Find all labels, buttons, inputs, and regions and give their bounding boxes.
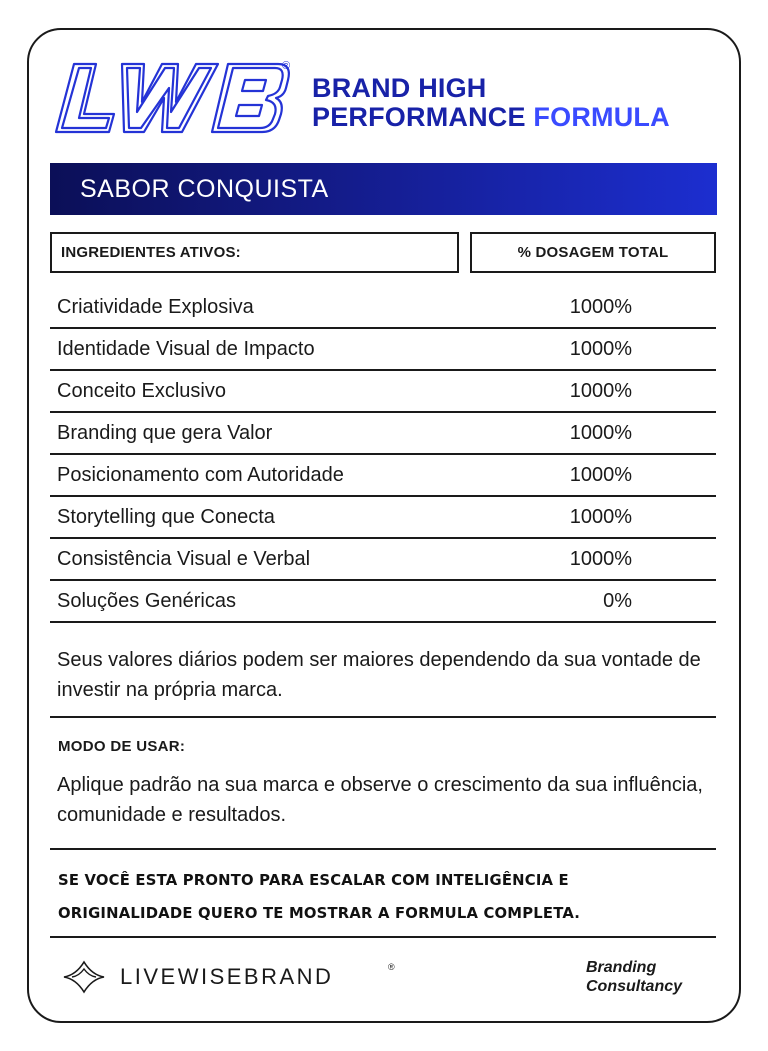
ingredient-value: 1000% <box>569 296 632 318</box>
divider <box>50 848 716 850</box>
table-row <box>50 497 716 539</box>
lwb-logo <box>52 52 292 142</box>
brand-title <box>312 74 670 132</box>
ingredient-name: Branding que gera Valor <box>57 422 273 444</box>
dosage-header: % DOSAGEM TOTAL <box>470 232 716 273</box>
footer-tagline-1: Branding <box>586 959 657 976</box>
footer-tagline <box>586 958 682 996</box>
registered-mark-icon: ® <box>388 962 395 972</box>
table-row <box>50 581 716 623</box>
cta-line-1: SE VOCÊ ESTA PRONTO PARA ESCALAR COM INTELIGÊNCIA E <box>58 872 569 889</box>
cta-line-2: ORIGINALIDADE QUERO TE MOSTRAR A FORMULA COMPLETA. <box>58 905 581 922</box>
ingredient-name: Storytelling que Conecta <box>57 506 275 528</box>
ingredient-value: 1000% <box>569 548 632 570</box>
brand-title-line2-a: PERFORMANCE <box>312 102 526 132</box>
table-row <box>50 329 716 371</box>
divider <box>50 936 716 938</box>
flavor-banner <box>50 163 717 215</box>
ingredient-value: 1000% <box>569 338 632 360</box>
registered-mark-icon: ® <box>282 60 291 72</box>
brand-title-line2-b: FORMULA <box>533 102 670 132</box>
usage-title: MODO DE USAR: <box>58 738 186 755</box>
table-row <box>50 455 716 497</box>
ingredient-name: Criatividade Explosiva <box>57 296 254 318</box>
footer-brand-name: LIVEWISEBRAND <box>120 964 334 989</box>
ingredient-value: 1000% <box>569 422 632 444</box>
divider <box>50 716 716 718</box>
ingredient-name: Soluções Genéricas <box>57 590 236 612</box>
ingredients-header: INGREDIENTES ATIVOS: <box>50 232 459 273</box>
ingredient-value: 1000% <box>569 464 632 486</box>
cta-text <box>58 864 718 930</box>
brand-title-line1: BRAND HIGH <box>312 73 487 103</box>
daily-values-note: Seus valores diários podem ser maiores dependendo da sua vontade de investir na própria marca. <box>57 649 701 701</box>
table-row <box>50 371 716 413</box>
ingredient-value: 1000% <box>569 506 632 528</box>
ingredient-value: 0% <box>603 590 632 612</box>
flavor-label: SABOR CONQUISTA <box>80 175 329 203</box>
table-row <box>50 413 716 455</box>
ingredient-name: Consistência Visual e Verbal <box>57 548 311 570</box>
ingredients-table <box>50 287 716 623</box>
table-row <box>50 287 716 329</box>
table-row <box>50 539 716 581</box>
ingredient-name: Posicionamento com Autoridade <box>57 464 344 486</box>
usage-text: Aplique padrão na sua marca e observe o crescimento da sua influência, comunidade e resultados. <box>57 774 703 826</box>
livewisebrand-logo-icon <box>62 960 106 994</box>
footer-tagline-2: Consultancy <box>586 978 683 995</box>
ingredient-name: Identidade Visual de Impacto <box>57 338 315 360</box>
ingredient-value: 1000% <box>569 380 632 402</box>
ingredient-name: Conceito Exclusivo <box>57 380 226 402</box>
